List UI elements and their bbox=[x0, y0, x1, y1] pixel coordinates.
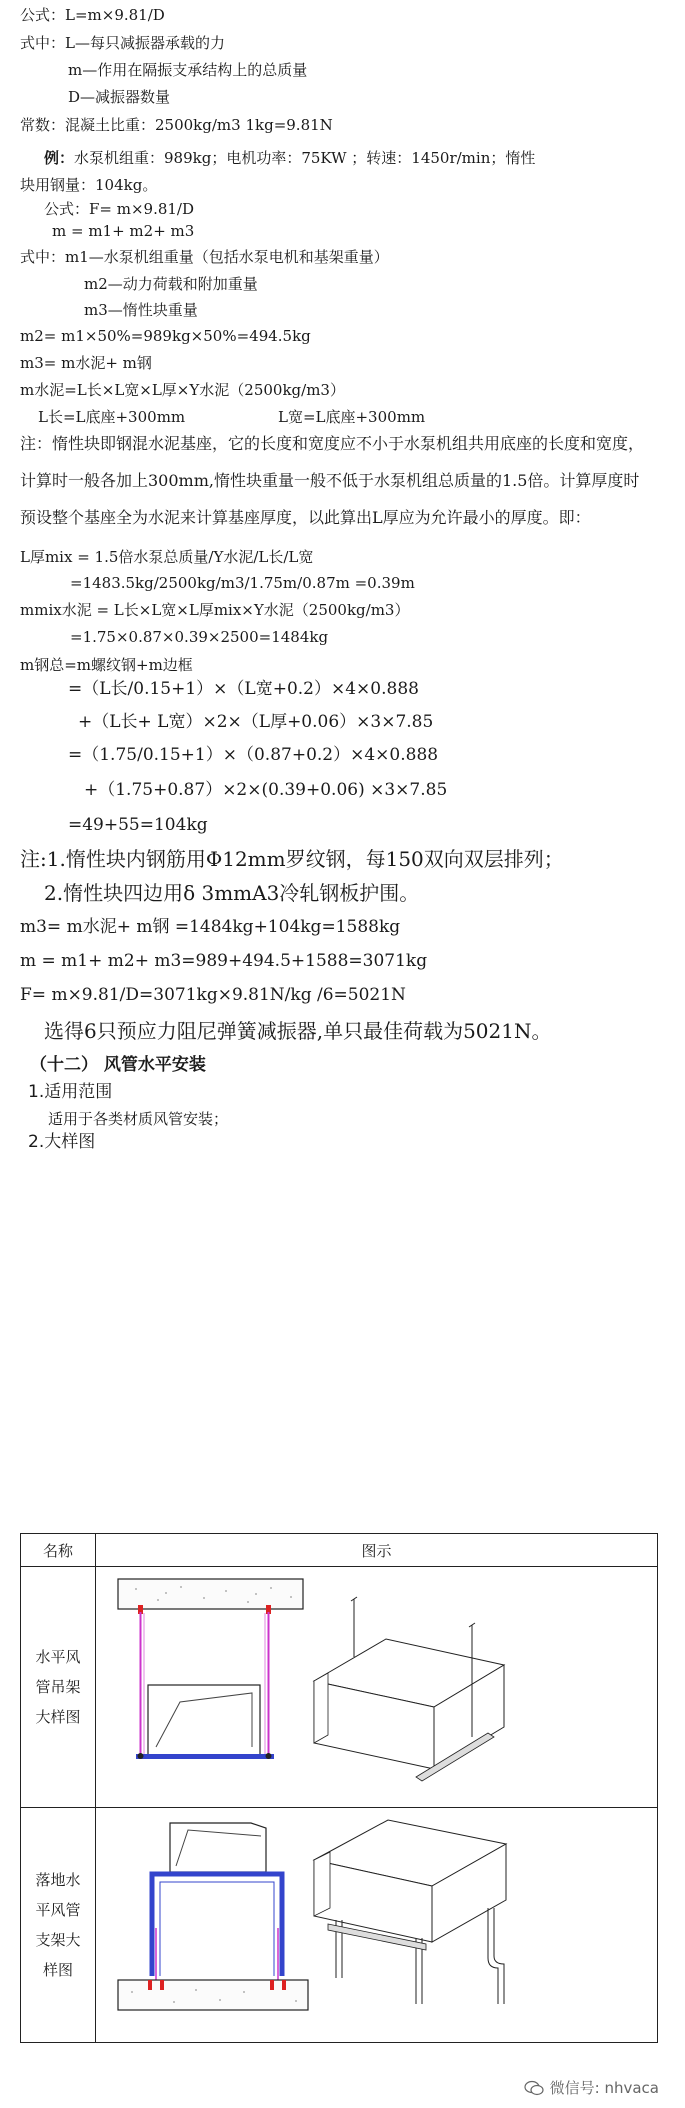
calc-line: =1.75×0.87×0.39×2500=1484kg bbox=[70, 628, 329, 646]
variable-def: m—作用在隔振支承结构上的总质量 bbox=[68, 61, 308, 79]
section-heading: （十二） 风管水平安装 bbox=[30, 1055, 206, 1075]
watermark bbox=[524, 2077, 659, 2098]
example-line: 块用钢量：104kg。 bbox=[20, 176, 158, 194]
subsection-heading: 1.适用范围 bbox=[28, 1082, 113, 1102]
body-text: 适用于各类材质风管安装； bbox=[48, 1110, 229, 1128]
formula-line: m = m1+ m2+ m3 bbox=[52, 222, 195, 240]
column-header-name: 名称 bbox=[21, 1534, 96, 1567]
calc-line: m水泥=L长×L宽×L厚×Y水泥（2500kg/m3） bbox=[20, 381, 345, 399]
calc-line: m2= m1×50%=989kg×50%=494.5kg bbox=[20, 327, 311, 345]
constants-line: 常数：混凝土比重：2500kg/m3 1kg=9.81N bbox=[20, 116, 333, 134]
floor-slab bbox=[118, 1980, 308, 2010]
example-label: 例： bbox=[44, 149, 75, 167]
calc-line: L宽=L底座+300mm bbox=[278, 408, 426, 426]
variable-def: m2—动力荷载和附加重量 bbox=[84, 275, 258, 293]
figure-cell bbox=[96, 1808, 658, 2043]
variable-def: m3—惰性块重量 bbox=[84, 301, 198, 319]
anchor-bolt bbox=[270, 1980, 274, 1990]
support-frame bbox=[152, 1874, 282, 1976]
subsection-heading: 2.大样图 bbox=[28, 1132, 96, 1152]
calc-line: m3= m水泥+ m钢 bbox=[20, 354, 152, 372]
variable-def: D—减振器数量 bbox=[68, 88, 171, 106]
note-line: 注:1.惰性块内钢筋用Φ12mm罗纹钢，每150双向双层排列； bbox=[20, 847, 564, 871]
iso-leg bbox=[494, 1908, 504, 2004]
nut bbox=[266, 1753, 272, 1759]
variable-def: 式中：L—每只减振器承载的力 bbox=[20, 34, 225, 52]
result-line: F= m×9.81/D=3071kg×9.81N/kg /6=5021N bbox=[20, 985, 406, 1005]
steel-calc-line: +（1.75+0.87）×2×(0.39+0.06) ×3×7.85 bbox=[84, 780, 448, 800]
calc-line: m钢总=m螺纹钢+m边框 bbox=[20, 656, 193, 674]
example-line bbox=[44, 147, 535, 169]
floor-support-figure bbox=[96, 1808, 658, 2038]
note-paragraph: 注：惰性块即钢混水泥基座，它的长度和宽度应不小于水泵机组共用底座的长度和宽度，计算时一般各加上300mm,惰性块重量一般不低于水泵机组总质量的1.5倍。计算厚度时预设整个基座全为水泥来计算基座厚度，以此算出L厚应为允许最小的厚度。即： bbox=[20, 434, 645, 527]
duct-section bbox=[148, 1685, 260, 1755]
calc-line: L长=L底座+300mm bbox=[38, 408, 186, 426]
row-name-cell bbox=[21, 1808, 96, 2043]
calc-line: =1483.5kg/2500kg/m3/1.75m/0.87m =0.39m bbox=[70, 574, 415, 592]
example-text: 水泵机组重：989kg；电机功率：75KW ；转速：1450r/min；惰性 bbox=[74, 149, 536, 167]
anchor-bolt bbox=[282, 1980, 286, 1990]
nut bbox=[138, 1753, 144, 1759]
result-line: m3= m水泥+ m钢 =1484kg+104kg=1588kg bbox=[20, 917, 401, 937]
support-crossbar bbox=[136, 1754, 274, 1759]
duct-iso-opening bbox=[314, 1852, 330, 1916]
formula-line: 公式：F= m×9.81/D bbox=[44, 200, 195, 218]
detail-drawing-table bbox=[20, 1533, 658, 2043]
duct-iso-opening bbox=[314, 1673, 328, 1743]
table-header-row bbox=[21, 1534, 658, 1567]
figure-cell bbox=[96, 1567, 658, 1808]
iso-leg bbox=[488, 1908, 498, 2004]
note-line: 2.惰性块四边用δ 3mmA3冷轧钢板护围。 bbox=[44, 881, 420, 905]
support-frame-inner bbox=[160, 1882, 274, 1976]
steel-calc-line: =（L长/0.15+1）×（L宽+0.2）×4×0.888 bbox=[68, 679, 419, 699]
table-row bbox=[21, 1567, 658, 1808]
watermark-text: 微信号: nhvaca bbox=[549, 2079, 659, 2097]
calc-line: mmix水泥 = L长×L宽×L厚mix×Y水泥（2500kg/m3） bbox=[20, 601, 410, 619]
hanger-detail-figure bbox=[96, 1567, 658, 1803]
row-name: 水平风管吊架大样图 bbox=[35, 1648, 81, 1726]
variable-def: 式中：m1—水泵机组重量（包括水泵电机和基架重量） bbox=[20, 248, 389, 266]
steel-calc-line: =（1.75/0.15+1）×（0.87+0.2）×4×0.888 bbox=[68, 745, 439, 765]
result-line: 选得6只预应力阻尼弹簧减振器,单只最佳荷载为5021N。 bbox=[44, 1019, 552, 1043]
row-name: 落地水平风管支架大样图 bbox=[35, 1871, 81, 1979]
row-name-cell bbox=[21, 1567, 96, 1808]
formula-line: 公式：L=m×9.81/D bbox=[20, 6, 165, 24]
steel-calc-line: =49+55=104kg bbox=[68, 815, 208, 835]
wechat-icon bbox=[524, 2080, 544, 2096]
steel-calc-line: +（L长+ L宽）×2×（L厚+0.06）×3×7.85 bbox=[78, 712, 434, 732]
calc-line: L厚mix = 1.5倍水泵总质量/Y水泥/L长/L宽 bbox=[20, 548, 314, 566]
table-row bbox=[21, 1808, 658, 2043]
duct-section bbox=[170, 1823, 266, 1872]
concrete-slab bbox=[118, 1579, 303, 1609]
anchor-bolt bbox=[160, 1980, 164, 1990]
anchor-bolt bbox=[148, 1980, 152, 1990]
result-line: m = m1+ m2+ m3=989+494.5+1588=3071kg bbox=[20, 951, 428, 971]
column-header-figure: 图示 bbox=[96, 1534, 658, 1567]
